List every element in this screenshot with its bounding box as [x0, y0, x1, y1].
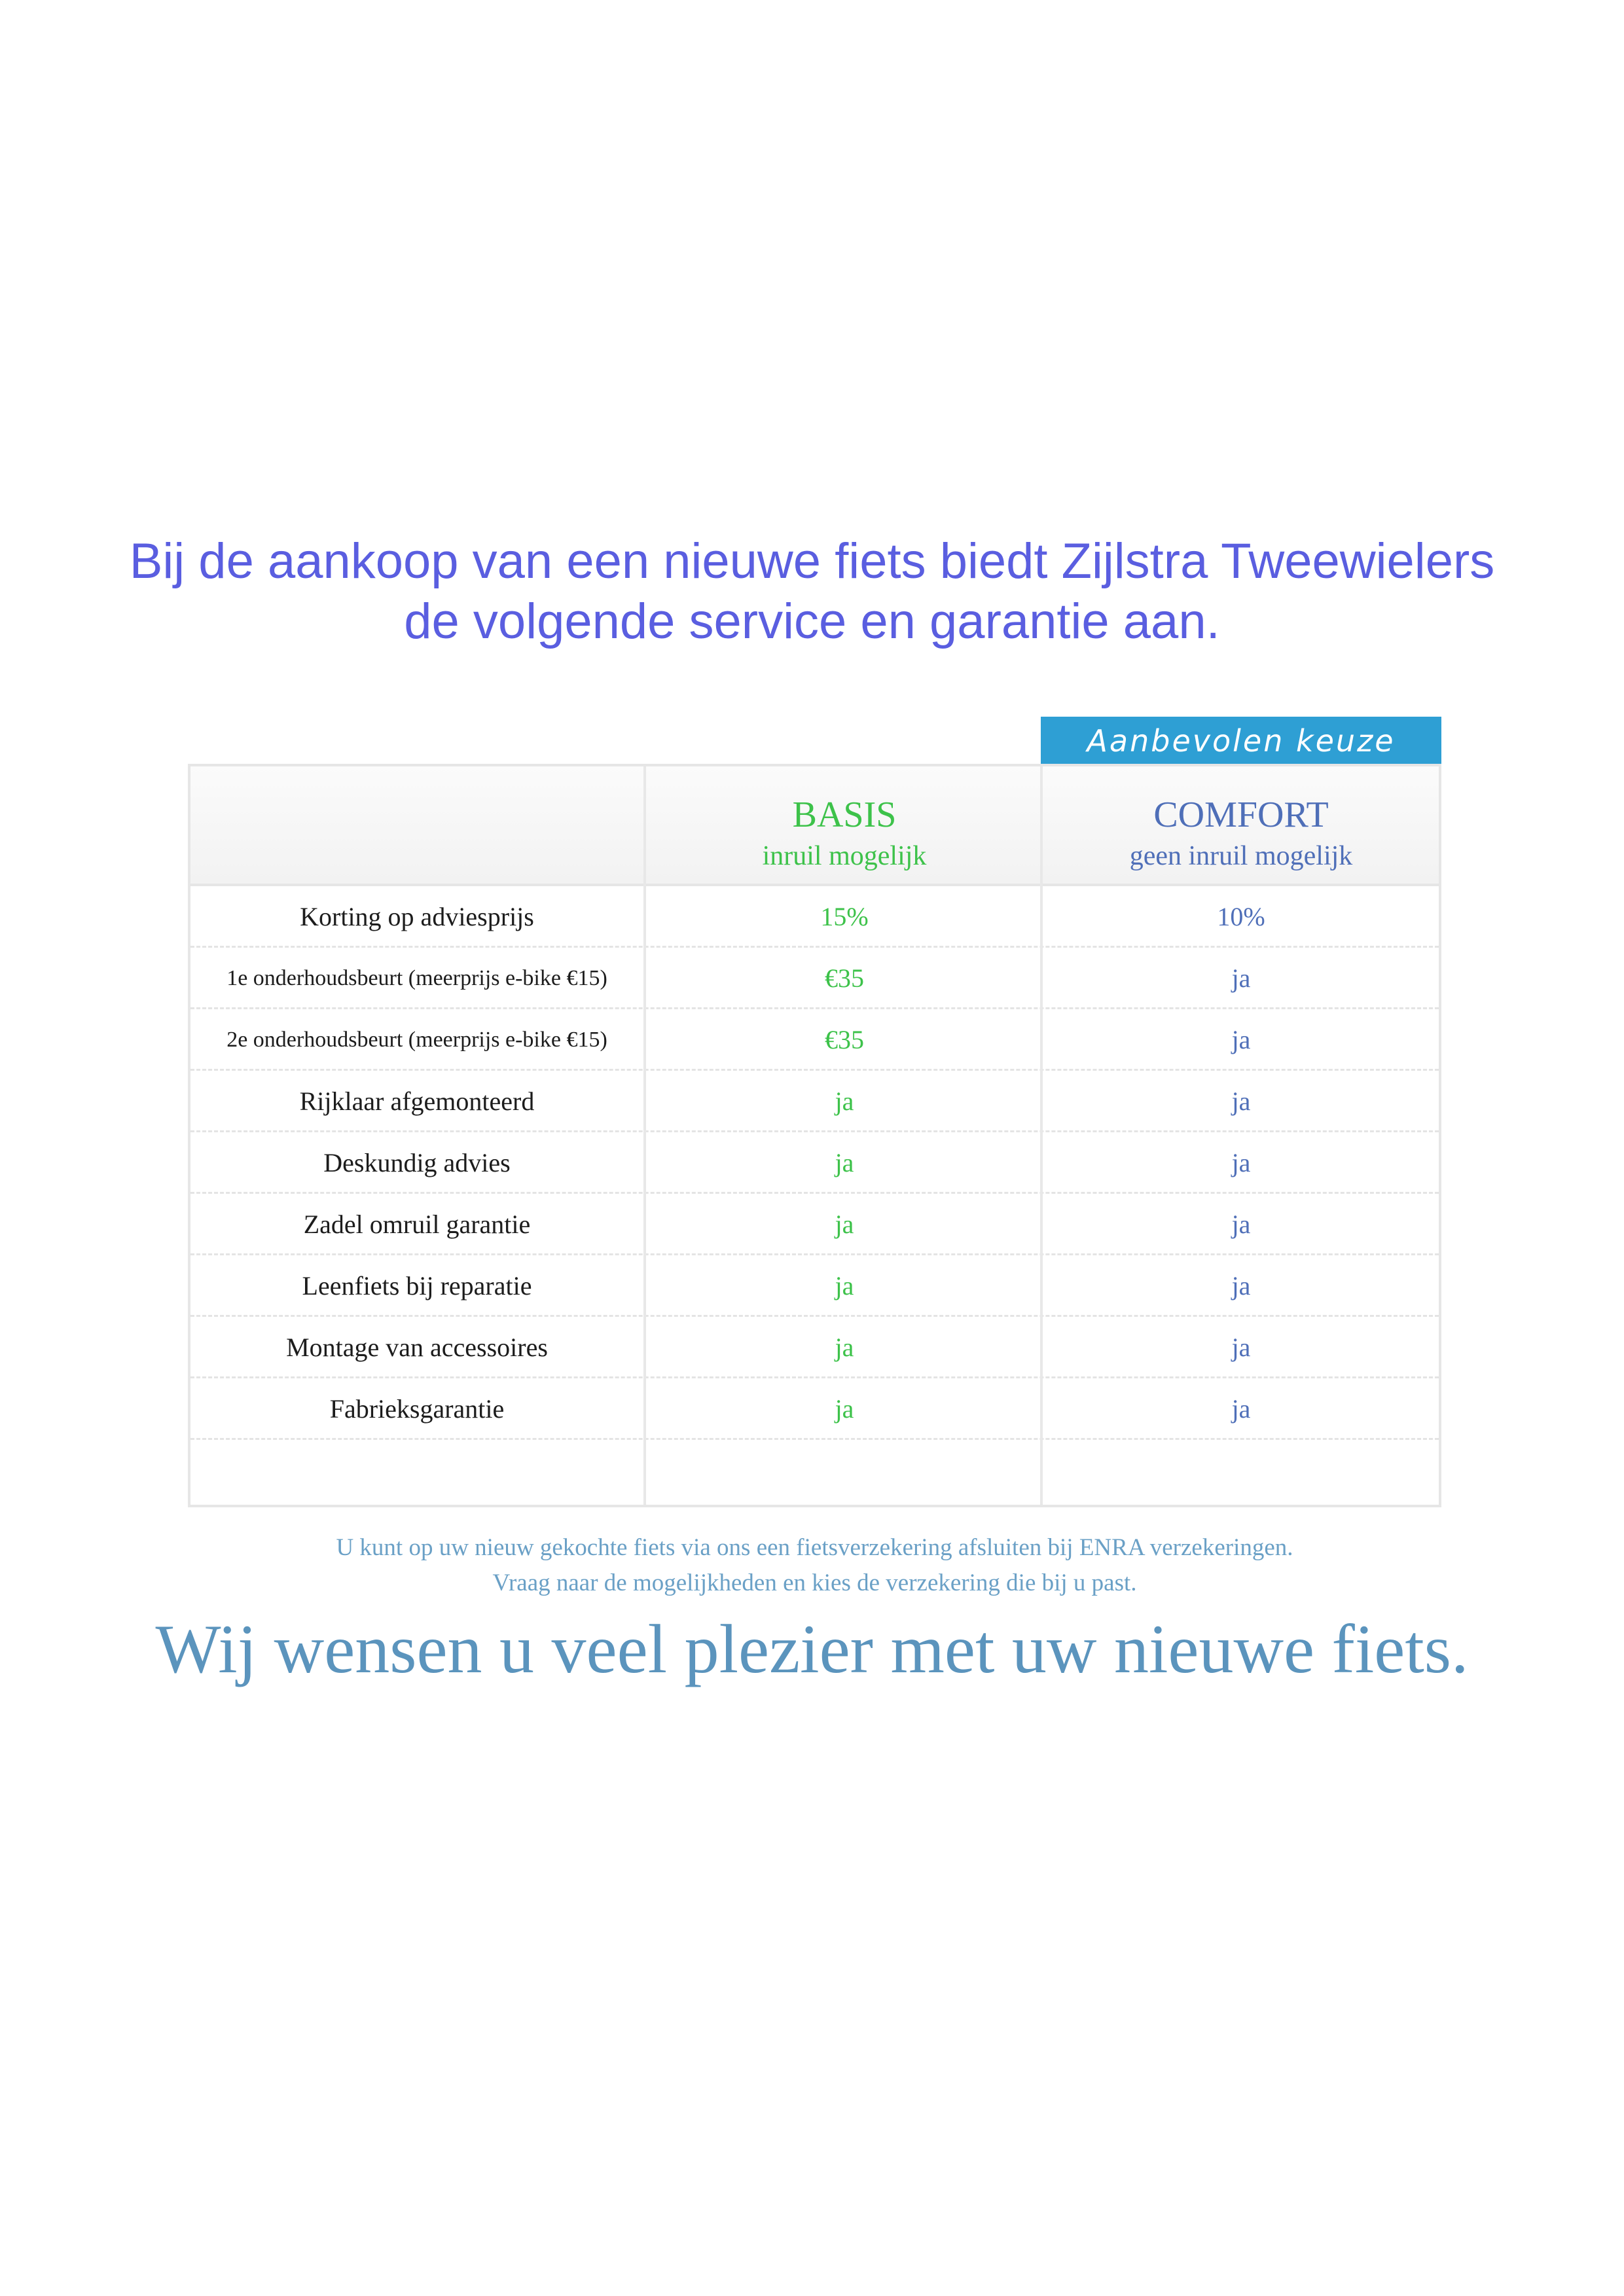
plan-subtitle-comfort: geen inruil mogelijk [1129, 841, 1353, 871]
comfort-value: ja [1231, 1394, 1251, 1424]
basis-value: ja [835, 1271, 854, 1300]
basis-value: 15% [820, 902, 869, 931]
comfort-value: ja [1231, 1333, 1251, 1362]
table-row [190, 1009, 1439, 1071]
feature-label: Fabrieksgarantie [329, 1394, 505, 1424]
table-row [190, 948, 1439, 1009]
service-comparison-table [188, 764, 1441, 1507]
intro-text [0, 531, 1624, 652]
comfort-value: ja [1231, 1086, 1251, 1116]
table-row [190, 886, 1439, 948]
feature-label: Zadel omruil garantie [303, 1210, 531, 1239]
basis-value: €35 [825, 1025, 864, 1054]
comfort-value: ja [1231, 1210, 1251, 1239]
column-divider [1040, 766, 1043, 1505]
feature-label: Montage van accessoires [286, 1333, 548, 1362]
plan-subtitle-basis: inruil mogelijk [762, 841, 927, 871]
table-row [190, 1378, 1439, 1440]
comfort-value: ja [1231, 963, 1251, 993]
column-divider [643, 766, 646, 1505]
table-row [190, 1317, 1439, 1378]
table-header [190, 766, 1439, 886]
insurance-note-line-2: Vraag naar de mogelijkheden en kies de verzekering die bij u past. [492, 1570, 1137, 1596]
intro-line-2: de volgende service en garantie aan. [404, 594, 1220, 649]
table-row [190, 1194, 1439, 1255]
comfort-value: ja [1231, 1271, 1251, 1300]
basis-value: ja [835, 1333, 854, 1362]
basis-value: ja [835, 1086, 854, 1116]
feature-label: 2e onderhoudsbeurt (meerprijs e-bike €15) [226, 1028, 607, 1052]
table-row [190, 1255, 1439, 1317]
plan-name-comfort: COMFORT [1153, 795, 1329, 835]
closing-message: Wij wensen u veel plezier met uw nieuwe fiets. [155, 1611, 1469, 1687]
comfort-value: 10% [1217, 902, 1265, 931]
basis-value: ja [835, 1210, 854, 1239]
table-row [190, 1132, 1439, 1194]
feature-label: Deskundig advies [323, 1148, 511, 1177]
basis-value: €35 [825, 963, 864, 993]
basis-value: ja [835, 1148, 854, 1177]
intro-line-1: Bij de aankoop van een nieuwe fiets biedt Zijlstra Tweewielers [129, 533, 1495, 589]
comfort-value: ja [1231, 1148, 1251, 1177]
insurance-note [188, 1530, 1441, 1601]
feature-label: 1e onderhoudsbeurt (meerprijs e-bike €15) [226, 966, 607, 990]
plan-name-basis: BASIS [792, 795, 897, 835]
insurance-note-line-1: U kunt op uw nieuw gekochte fiets via ons een fietsverzekering afsluiten bij ENRA verzekeringen. [336, 1534, 1293, 1561]
feature-label: Korting op adviesprijs [300, 902, 534, 931]
table-row [190, 1071, 1439, 1132]
basis-value: ja [835, 1394, 854, 1424]
feature-label: Leenfiets bij reparatie [302, 1271, 532, 1300]
feature-label: Rijklaar afgemonteerd [299, 1086, 535, 1116]
recommended-badge: Aanbevolen keuze [1041, 717, 1441, 765]
comfort-value: ja [1231, 1025, 1251, 1054]
